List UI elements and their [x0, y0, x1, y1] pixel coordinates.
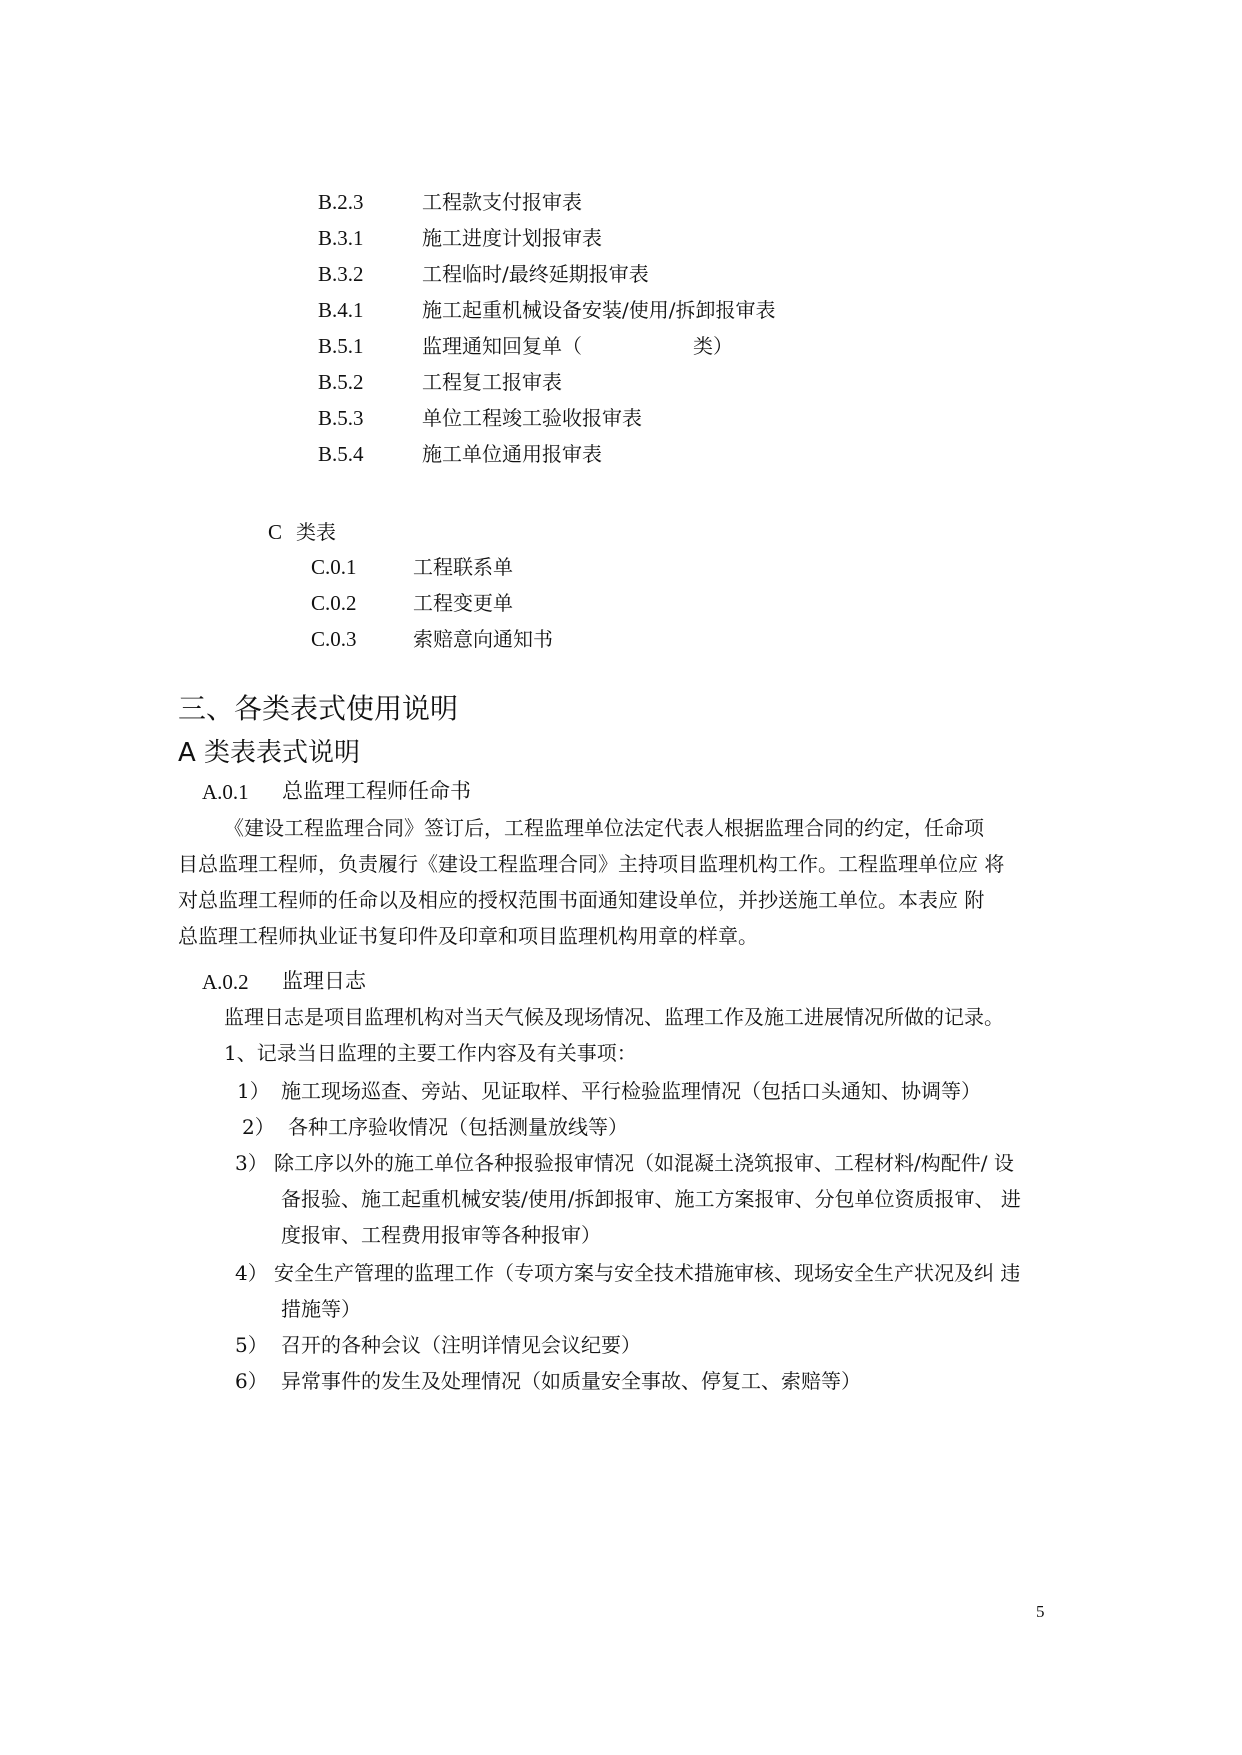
b-item-suffix: 类）: [693, 334, 733, 358]
b-item-code: B.5.3: [318, 406, 364, 430]
subitem-number: 5）: [235, 1333, 268, 1357]
b-item-code: B.2.3: [318, 190, 364, 214]
section-a-heading: A 类表表式说明: [178, 738, 361, 768]
b-item-title: 施工起重机械设备安装/使用/拆卸报审表: [422, 298, 776, 322]
a01-title: 总监理工程师任命书: [282, 779, 471, 803]
b-item-title: 工程临时/最终延期报审表: [422, 262, 649, 286]
b-item-code: B.4.1: [318, 298, 364, 322]
c-item-title: 工程联系单: [413, 555, 513, 579]
subitem-number: 3）: [235, 1151, 268, 1175]
b-item-code: B.5.4: [318, 442, 364, 466]
a01-paragraph-line: 《建设工程监理合同》签订后，工程监理单位法定代表人根据监理合同的约定，任命项: [224, 816, 984, 840]
subitem-text: 措施等）: [281, 1297, 361, 1321]
a01-paragraph-line: 总监理工程师执业证书复印件及印章和项目监理机构用章的样章。: [178, 924, 758, 948]
subitem-text: 召开的各种会议（注明详情见会议纪要）: [281, 1333, 641, 1357]
b-item-title: 施工单位通用报审表: [422, 442, 602, 466]
b-item-code: B.5.2: [318, 370, 364, 394]
subitem-number: 4）: [235, 1261, 268, 1285]
b-item-title: 单位工程竣工验收报审表: [422, 406, 642, 430]
b-item-title: 工程复工报审表: [422, 370, 562, 394]
subitem-text: 异常事件的发生及处理情况（如质量安全事故、停复工、索赔等）: [281, 1369, 861, 1393]
a02-title: 监理日志: [282, 969, 366, 993]
b-item-title: 施工进度计划报审表: [422, 226, 602, 250]
b-item-code: B.5.1: [318, 334, 364, 358]
a02-intro: 监理日志是项目监理机构对当天气候及现场情况、监理工作及施工进展情况所做的记录。: [224, 1005, 1004, 1029]
a01-paragraph-line: 目总监理工程师，负责履行《建设工程监理合同》主持项目监理机构工作。工程监理单位应 将: [178, 852, 1005, 876]
b-item-title: 工程款支付报审表: [422, 190, 582, 214]
c-section-title: 类表: [296, 520, 336, 544]
a02-item-1: 1、记录当日监理的主要工作内容及有关事项：: [224, 1041, 637, 1065]
c-section-letter: C: [268, 520, 283, 544]
subitem-text: 各种工序验收情况（包括测量放线等）: [288, 1115, 628, 1139]
b-item-title: 监理通知回复单（: [422, 334, 582, 358]
b-item-code: B.3.1: [318, 226, 364, 250]
subitem-text: 除工序以外的施工单位各种报验报审情况（如混凝土浇筑报审、工程材料/构配件/ 设: [274, 1151, 1014, 1175]
b-item-code: B.3.2: [318, 262, 364, 286]
a01-paragraph-line: 对总监理工程师的任命以及相应的授权范围书面通知建设单位，并抄送施工单位。本表应 附: [178, 888, 985, 912]
subitem-number: 1）: [237, 1079, 270, 1103]
c-item-code: C.0.1: [311, 555, 357, 579]
a01-code: A.0.1: [202, 780, 249, 804]
c-item-title: 索赔意向通知书: [413, 627, 553, 651]
c-item-title: 工程变更单: [413, 591, 513, 615]
a02-code: A.0.2: [202, 970, 249, 994]
subitem-text: 安全生产管理的监理工作（专项方案与安全技术措施审核、现场安全生产状况及纠 违: [274, 1261, 1021, 1285]
c-item-code: C.0.2: [311, 591, 357, 615]
subitem-number: 6）: [235, 1369, 268, 1393]
subitem-text: 施工现场巡查、旁站、见证取样、平行检验监理情况（包括口头通知、协调等）: [281, 1079, 981, 1103]
subitem-number: 2）: [242, 1115, 275, 1139]
subitem-text: 度报审、工程费用报审等各种报审）: [281, 1223, 601, 1247]
page-number: 5: [1036, 1602, 1045, 1621]
subitem-text: 备报验、施工起重机械安装/使用/拆卸报审、施工方案报审、分包单位资质报审、 进: [281, 1187, 1021, 1211]
section-3-heading: 三、各类表式使用说明: [178, 692, 459, 725]
c-item-code: C.0.3: [311, 627, 357, 651]
